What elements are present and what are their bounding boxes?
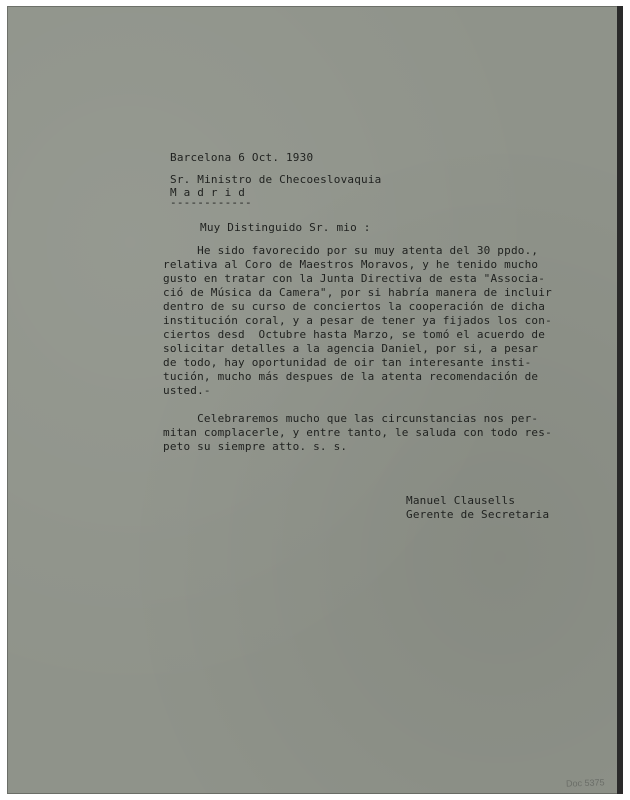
recipient-line-2: M a d r i d xyxy=(170,186,246,199)
signature-title: Gerente de Secretaria xyxy=(406,508,550,521)
recipient-underline: ------------ xyxy=(170,196,252,209)
paragraph-line: tución, mucho más despues de la atenta recomendación de xyxy=(163,370,539,383)
paragraph-line: Celebraremos mucho que las circunstancias nos per- xyxy=(163,412,539,425)
signature-name: Manuel Clausells xyxy=(406,494,516,507)
paragraph-line: usted.- xyxy=(163,384,211,397)
paragraph-line: He sido favorecido por su muy atenta del 30 ppdo., xyxy=(163,244,539,257)
paragraph-line: institución coral, y a pesar de tener ya fijados los con- xyxy=(163,314,552,327)
paragraph-line: relativa al Coro de Maestros Moravos, y he tenido mucho xyxy=(163,258,539,271)
paragraph-line: mitan complacerle, y entre tanto, le saluda con todo res- xyxy=(163,426,552,439)
paragraph-line: de todo, hay oportunidad de oir tan interesante insti- xyxy=(163,356,532,369)
salutation: Muy Distinguido Sr. mio : xyxy=(200,221,371,234)
paragraph-line: solicitar detalles a la agencia Daniel, por si, a pesar xyxy=(163,342,539,355)
paragraph-line: dentro de su curso de conciertos la cooperación de dicha xyxy=(163,300,546,313)
paragraph-line: peto su siempre atto. s. s. xyxy=(163,440,348,453)
letter-date: Barcelona 6 Oct. 1930 xyxy=(170,151,314,164)
recipient-line-1: Sr. Ministro de Checoeslovaquia xyxy=(170,173,382,186)
archive-reference: Doc 5375 xyxy=(566,777,606,789)
letter-page xyxy=(7,6,623,794)
page-edge-shadow xyxy=(617,6,623,794)
paragraph-line: ció de Música da Camera", por si habría manera de incluir xyxy=(163,286,552,299)
paragraph-line: ciertos desd Octubre hasta Marzo, se tomó el acuerdo de xyxy=(163,328,546,341)
paragraph-line: gusto en tratar con la Junta Directiva de esta "Associa- xyxy=(163,272,546,285)
